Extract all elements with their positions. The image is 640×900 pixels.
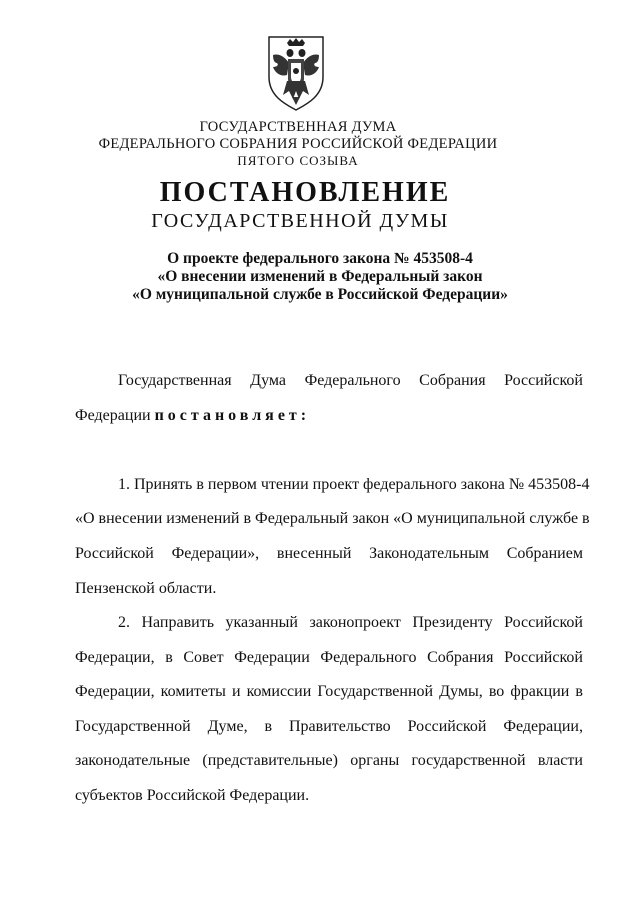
item2-line-4 <box>75 718 583 736</box>
word: Российской <box>407 718 487 735</box>
word: Федерации», <box>171 545 260 562</box>
word: Собранием <box>506 545 583 562</box>
item2-line-5 <box>75 752 583 770</box>
header-line-3: ПЯТОГО СОЗЫВА <box>237 153 359 168</box>
word: 2. <box>118 614 130 631</box>
word: органы <box>350 752 400 769</box>
word: Российской <box>504 614 583 631</box>
item1-line-3 <box>75 545 583 563</box>
preamble-word: Собрания <box>419 372 486 389</box>
preamble-word: Федерации <box>75 407 151 424</box>
word: законопроект <box>309 614 401 631</box>
preamble-line-1 <box>118 372 583 390</box>
word: указанный <box>225 614 298 631</box>
word: и <box>231 683 241 700</box>
item2-line-6: субъектов Российской Федерации. <box>75 787 310 804</box>
item2-line-1 <box>118 614 583 632</box>
word: государственной <box>411 752 526 769</box>
word: власти <box>537 752 583 769</box>
item1-line-1: 1. Принять в первом чтении проект федерального закона № 453508-4 <box>118 476 590 493</box>
header-line-2: ФЕДЕРАЛЬНОГО СОБРАНИЯ РОССИЙСКОЙ ФЕДЕРАЦИИ <box>98 136 498 152</box>
decree-word: постановляет: <box>154 407 311 424</box>
word: Федерации, <box>503 718 583 735</box>
word: Федерации, <box>75 683 155 700</box>
word: Законодательным <box>369 545 489 562</box>
word: (представительные) <box>202 752 338 769</box>
preamble-word: Государственная <box>118 372 232 389</box>
word: Федерации <box>234 649 310 666</box>
document-title: ПОСТАНОВЛЕНИЕ <box>159 177 451 208</box>
word: Правительство <box>288 718 391 735</box>
word: во <box>488 683 505 700</box>
word: Российской <box>504 649 583 666</box>
word: фракции <box>510 683 570 700</box>
word: Направить <box>141 614 214 631</box>
subject-line-1: О проекте федерального закона № 453508-4 <box>167 250 473 267</box>
subject-line-2: «О внесении изменений в Федеральный закон <box>157 268 483 285</box>
word: Думы, <box>439 683 483 700</box>
item1-line-4: Пензенской области. <box>75 580 217 597</box>
item2-line-2 <box>75 649 583 667</box>
word: в <box>575 683 583 700</box>
word: Президенту <box>412 614 493 631</box>
word: Федерации, <box>75 649 155 666</box>
word: в <box>264 718 273 735</box>
word: внесенный <box>276 545 352 562</box>
word: комиссии <box>246 683 312 700</box>
word: Государственной <box>75 718 191 735</box>
word: Собрания <box>427 649 494 666</box>
word: Совет <box>183 649 224 666</box>
word: Государственной <box>317 683 434 700</box>
item2-line-3 <box>75 683 583 701</box>
subject-line-3: «О муниципальной службе в Российской Федерации» <box>132 286 508 303</box>
word: комитеты <box>160 683 226 700</box>
document-subtitle: ГОСУДАРСТВЕННОЙ ДУМЫ <box>151 210 449 232</box>
word: Федерального <box>320 649 417 666</box>
word: законодательные <box>75 752 191 769</box>
preamble-word: Российской <box>504 372 583 389</box>
word: Российской <box>75 545 154 562</box>
word: Думе, <box>207 718 248 735</box>
item1-line-2: «О внесении изменений в Федеральный закон «О муниципальной службе в <box>75 510 590 527</box>
preamble-word: Дума <box>250 372 286 389</box>
header-line-1: ГОСУДАРСТВЕННАЯ ДУМА <box>199 119 397 135</box>
word: в <box>165 649 173 666</box>
preamble-line-2 <box>75 407 583 425</box>
coat-of-arms-emblem <box>265 33 327 113</box>
preamble-word: Федерального <box>304 372 401 389</box>
